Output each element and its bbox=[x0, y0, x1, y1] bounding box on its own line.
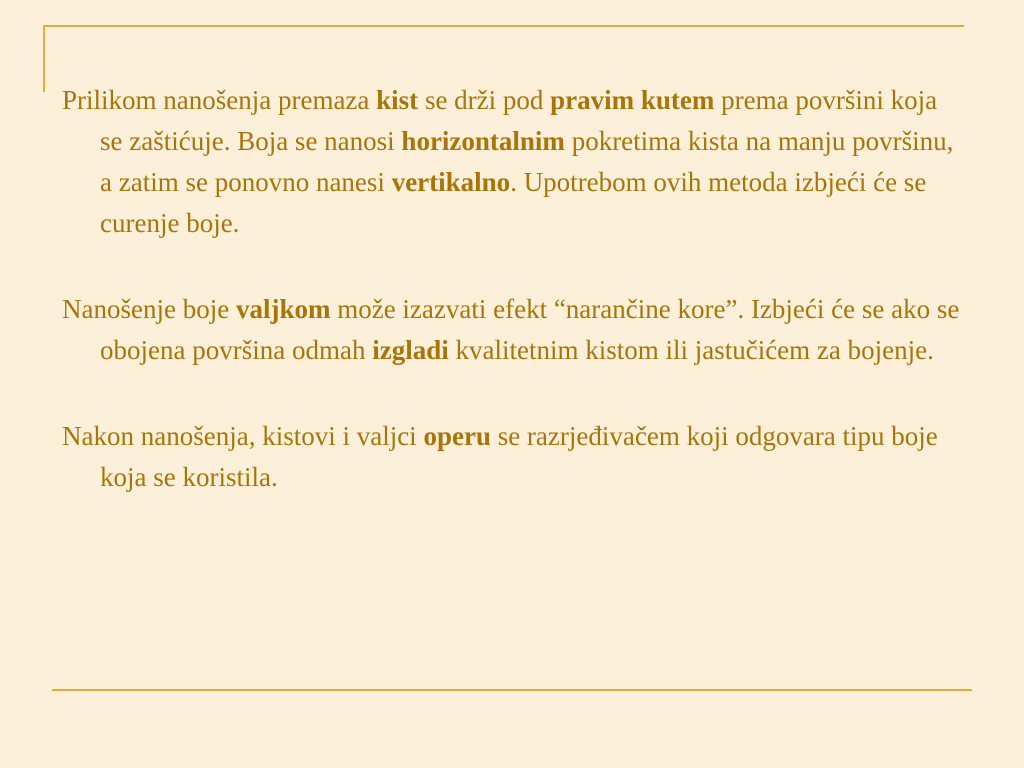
text-segment: pokretima kista na manju površinu, a zatim se ponovno nanesi bbox=[100, 126, 954, 197]
bottom-rule bbox=[52, 689, 972, 691]
text-segment: . Upotrebom ovih metoda izbjeći će se curenje boje. bbox=[100, 167, 927, 238]
text-segment: Prilikom nanošenja premaza bbox=[62, 85, 377, 115]
paragraph-roller bbox=[62, 289, 962, 371]
paragraph-brush bbox=[62, 80, 962, 244]
text-segment: prema površini koja se zaštićuje. Boja se nanosi bbox=[100, 85, 938, 156]
bold-segment: vertikalno bbox=[391, 167, 511, 197]
paragraph-cleaning bbox=[62, 416, 962, 498]
text-segment: Nakon nanošenja, kistovi i valjci bbox=[62, 421, 424, 451]
text-segment: kvalitetnim kistom ili jastučićem za bojenje. bbox=[448, 335, 934, 365]
bold-segment: operu bbox=[423, 421, 491, 451]
slide-body bbox=[62, 80, 962, 543]
bold-segment: kist bbox=[376, 85, 419, 115]
text-segment: Nanošenje boje bbox=[62, 294, 236, 324]
left-rule bbox=[43, 25, 45, 92]
bold-segment: pravim kutem bbox=[550, 85, 715, 115]
text-segment: može izazvati efekt “narančine kore”. Izbjeći će se ako se obojena površina odmah bbox=[100, 294, 960, 365]
bold-segment: horizontalnim bbox=[401, 126, 565, 156]
text-segment: se drži pod bbox=[418, 85, 551, 115]
top-rule bbox=[43, 25, 964, 27]
bold-segment: izgladi bbox=[372, 335, 449, 365]
text-segment: se razrjeđivačem koji odgovara tipu boje koja se koristila. bbox=[100, 421, 938, 492]
bold-segment: valjkom bbox=[235, 294, 331, 324]
